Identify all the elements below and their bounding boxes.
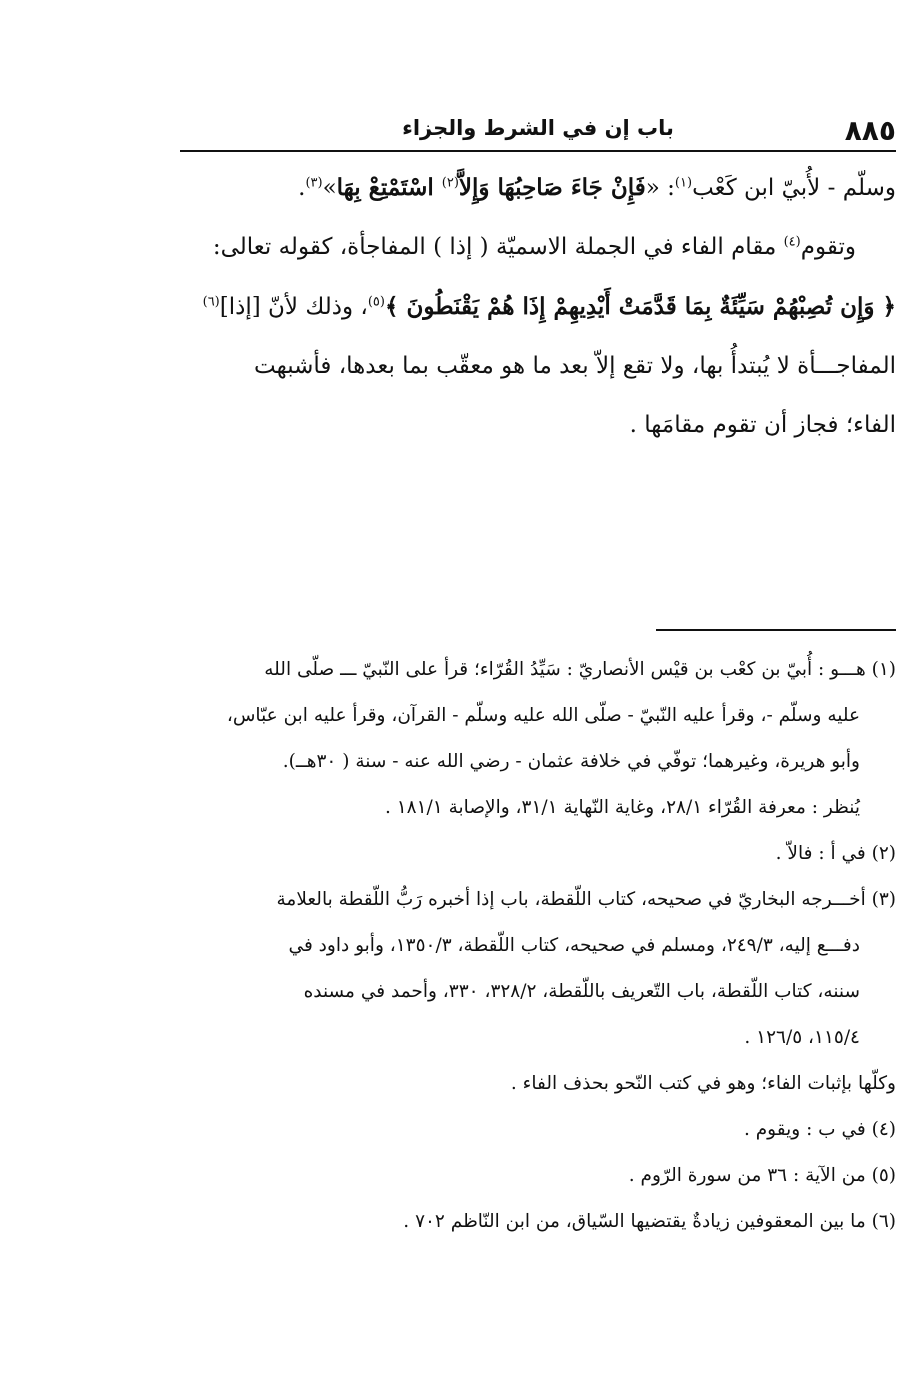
main-line-3 — [182, 277, 896, 337]
footnote-line: وكلّها بإثبات الفاء؛ وهو في كتب النّحو بحذف الفاء . — [510, 1073, 896, 1094]
footnote-line: عليه وسلّم -، وقرأ عليه النّبيّ - صلّى الله عليه وسلّم - القرآن، وقرأ عليه ابن عبّاس، — [226, 705, 860, 726]
text-run: : « — [645, 175, 675, 201]
hadith-quote: اسْتَمْتِعْ بِهَا — [336, 174, 442, 201]
footnote-2 — [182, 831, 896, 877]
footnote-line: (٥) من الآية : ٣٦ من سورة الرّوم . — [628, 1165, 896, 1186]
main-paragraph-2 — [182, 218, 896, 277]
main-text — [182, 158, 896, 455]
footnote-ref-5[interactable]: (٥) — [367, 294, 385, 310]
footnote-line: (٢) في أ : فالاّ . — [775, 843, 896, 864]
main-line-1 — [182, 158, 896, 218]
footnote-line: سننه، كتاب اللّقطة، باب التّعريف باللّقطة، ٣٢٨/٢، ٣٣٠، وأحمد في مسنده — [303, 981, 860, 1002]
footnote-1 — [182, 647, 896, 831]
page-header — [180, 112, 896, 152]
footnote-line: دفـــع إليه، ٢٤٩/٣، ومسلم في صحيحه، كتاب اللّقطة، ١٣٥٠/٣، وأبو داود في — [288, 935, 860, 956]
footnote-line: (٣) أخـــرجه البخاريّ في صحيحه، كتاب اللّقطة، باب إذا أخبره رَبُّ اللّقطة بالعلامة — [276, 889, 896, 910]
quran-verse: ﴿ وَإِن تُصِبْهُمْ سَيِّئَةٌ بِمَا قَدَّمَتْ أَيْدِيهِمْ إِذَا هُمْ يَقْنَطُونَ ﴾ — [384, 293, 896, 320]
footnote-line: يُنظر : معرفة القُرّاء ٢٨/١، وغاية النّهاية ٣١/١، والإصابة ١٨١/١ . — [384, 797, 860, 818]
text-run: وتقوم — [800, 234, 856, 260]
text-run: . — [298, 175, 306, 201]
footnote-line: ١١٥/٤، ١٢٦/٥ . — [744, 1027, 860, 1048]
footnote-line: وأبو هريرة، وغيرهما؛ توفّي في خلافة عثمان - رضي الله عنه - سنة ( ٣٠هــ). — [282, 751, 860, 772]
hadith-quote: فَإِنْ جَاءَ صَاحِبُهَا وَإِلاَّ — [458, 174, 646, 201]
text-run: » — [322, 175, 337, 201]
footnote-ref-4[interactable]: (٤) — [783, 234, 801, 250]
footnote-ref-1[interactable]: (١) — [674, 175, 693, 191]
footnote-6 — [182, 1199, 896, 1245]
footnote-ref-6[interactable]: (٦) — [202, 294, 220, 310]
footnote-line: (٦) ما بين المعقوفين زيادةٌ يقتضيها السّياق، من ابن النّاظم ٧٠٢ . — [403, 1211, 896, 1232]
footnote-3 — [182, 877, 896, 1107]
text-run: ، وذلك لأنّ [إذا] — [219, 294, 368, 320]
page-number: ٨٨٥ — [844, 114, 896, 147]
main-line-5: الفاء؛ فجاز أن تقوم مقامَها . — [629, 412, 896, 438]
footnote-ref-3[interactable]: (٣) — [305, 175, 323, 191]
footnote-line: (٤) في ب : ويقوم . — [743, 1119, 896, 1140]
text-run: مقام الفاء في الجملة الاسميّة ( إذا ) المفاجأة، كقوله تعالى: — [212, 234, 784, 260]
footnotes — [182, 647, 896, 1245]
chapter-title: باب إن في الشرط والجزاء — [402, 116, 674, 140]
footnote-ref-2[interactable]: (٢) — [441, 175, 459, 191]
footnote-line: (١) هـــو : أُبيّ بن كعْب بن قيْس الأنصاريّ : سَيِّدُ القُرّاء؛ قرأ على النّبيّ ـــ صلّى الله — [264, 659, 896, 680]
footnote-5 — [182, 1153, 896, 1199]
footnote-4 — [182, 1107, 896, 1153]
footnote-separator — [656, 629, 896, 631]
main-line-4: المفاجـــأة لا يُبتدأُ بها، ولا تقع إلاّ بعد ما هو معقّب بما بعدها، فأشبهت — [254, 353, 896, 379]
text-run: وسلّم - لأُبيّ ابن كَعْب — [692, 175, 896, 201]
